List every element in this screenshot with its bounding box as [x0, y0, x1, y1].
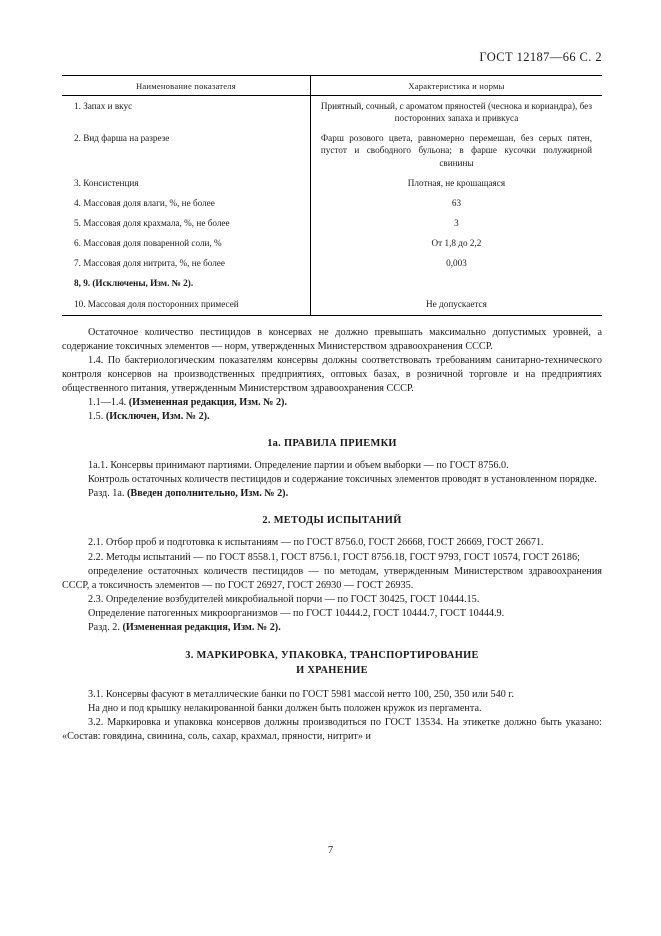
page-content — [62, 50, 602, 744]
table-row — [62, 294, 602, 316]
section-title-2: 2. МЕТОДЫ ИСПЫТАНИЙ — [262, 515, 402, 527]
table-header-row — [62, 76, 602, 96]
paragraph-1-5-note — [62, 410, 602, 424]
note-bold: (Исключен, Изм. № 2). — [105, 411, 210, 423]
row-name: 6. Массовая доля поваренной соли, % — [62, 233, 310, 253]
paragraph-3-2: 3.2. Маркировка и упаковка консервов должны производиться по ГОСТ 13534. На этикетке должно быть указано: «Состав: говядина, свинина, соль, сахар, крахмал, пряности, нитрит» и — [62, 717, 602, 743]
column-header-indicator: Наименование показателя — [62, 76, 310, 96]
paragraph-2-note — [62, 621, 602, 635]
row-name: 7. Массовая доля нитрита, %, не более — [62, 253, 310, 273]
table-body — [62, 96, 602, 316]
row-value: 63 — [451, 197, 462, 208]
row-value: Приятный, сочный, с ароматом пряностей (чеснока и кориандра), без посторонних запаха и привкуса — [320, 101, 592, 124]
specification-table — [62, 75, 602, 316]
paragraph-2-2: 2.2. Методы испытаний — по ГОСТ 8558.1, ГОСТ 8756.1, ГОСТ 8756.18, ГОСТ 9793, ГОСТ 10574, ГОСТ 26186; — [88, 551, 580, 563]
note-prefix: 1.1—1.4. — [88, 397, 129, 409]
column-header-characteristics: Характеристика и нормы — [310, 76, 602, 96]
row-name: 10. Массовая доля посторонних примесей — [62, 294, 310, 316]
table-row — [62, 273, 602, 293]
page-number: 7 — [327, 845, 334, 856]
note-prefix: Разд. 2. — [88, 621, 123, 633]
row-value: Фарш розового цвета, равномерно перемешан, без серых пятен, пустот и свободного бульона; в фарше кусочки полужирной свинины — [320, 133, 592, 168]
table-row — [62, 253, 602, 273]
note-prefix: Разд. 1а. — [88, 488, 128, 500]
row-name: 8, 9. (Исключены, Изм. № 2). — [62, 273, 310, 293]
paragraph-2-2-continued: определение остаточных количеств пестицидов — по методам, утвержденным Министерством здравоохранения СССР, а токсичность элементов — по ГОСТ 26927, ГОСТ 26930 — ГОСТ 26935. — [62, 565, 602, 591]
section-title-3-line1: 3. МАРКИРОВКА, УПАКОВКА, ТРАНСПОРТИРОВАНИЕ — [185, 650, 479, 662]
row-value: 0,003 — [446, 258, 467, 269]
page-header: ГОСТ 12187—66 С. 2 — [479, 50, 602, 64]
section-title-1a: 1а. ПРАВИЛА ПРИЕМКИ — [267, 438, 397, 450]
note-prefix: 1.5. — [88, 411, 106, 423]
table-row — [62, 173, 602, 193]
table-row — [62, 193, 602, 213]
section-title-3 — [62, 649, 602, 678]
row-name: 2. Вид фарша на разрезе — [62, 128, 310, 172]
paragraph-2-3: 2.3. Определение возбудителей микробиальной порчи — по ГОСТ 30425, ГОСТ 10444.15. — [88, 593, 480, 605]
paragraph-3-1: 3.1. Консервы фасуют в металлические банки по ГОСТ 5981 массой нетто 100, 250, 350 или 540 г. — [88, 689, 514, 701]
table-row — [62, 233, 602, 253]
paragraph-1-1-1-4-note — [62, 396, 602, 410]
row-name: 1. Запах и вкус — [62, 96, 310, 129]
section-title-3-line2: И ХРАНЕНИЕ — [296, 664, 368, 676]
row-value — [310, 273, 602, 293]
paragraph-1a-1: 1а.1. Консервы принимают партиями. Определение партии и объем выборки — по ГОСТ 8756.0. — [88, 460, 509, 472]
paragraph-1-4: 1.4. По бактериологическим показателям консервы должны соответствовать требованиям санитарно-технического контроля консервов на производственных предприятиях, оптовых базах, в розничной торговле и на предприятиях общественного питания, утвержденным Министерством здравоохранения СССР. — [62, 354, 602, 394]
note-bold: (Измененная редакция, Изм. № 2). — [122, 621, 281, 633]
table-row — [62, 128, 602, 172]
table-row — [62, 213, 602, 233]
row-value: Не допускается — [310, 294, 602, 316]
paragraph-3-1-continued: На дно и под крышку нелакированной банки должен быть положен кружок из пергамента. — [88, 703, 482, 715]
paragraph-1a-note — [62, 487, 602, 501]
paragraph-pesticide-residue: Остаточное количество пестицидов в консервах не должно превышать максимально допустимых уровней, а содержание токсичных элементов — норм, утвержденных Министерством здравоохранения СССР. — [62, 326, 602, 352]
row-value: От 1,8 до 2,2 — [431, 238, 482, 249]
paragraph-2-3-continued: Определение патогенных микроорганизмов — по ГОСТ 10444.2, ГОСТ 10444.7, ГОСТ 10444.9. — [88, 607, 505, 619]
table-row — [62, 96, 602, 129]
paragraph-2-1: 2.1. Отбор проб и подготовка к испытаниям — по ГОСТ 8756.0, ГОСТ 26668, ГОСТ 26669, ГОСТ 26671. — [88, 537, 544, 549]
paragraph-1a-control: Контроль остаточных количеств пестицидов и содержание токсичных элементов проводят в установленном порядке. — [88, 474, 597, 486]
note-bold: (Введен дополнительно, Изм. № 2). — [127, 488, 289, 500]
row-value: 3 — [454, 217, 459, 228]
row-value: Плотная, не крошащаяся — [407, 177, 506, 188]
row-name: 4. Массовая доля влаги, %, не более — [62, 193, 310, 213]
row-name: 5. Массовая доля крахмала, %, не более — [62, 213, 310, 233]
note-bold: (Измененная редакция, Изм. № 2). — [128, 397, 287, 409]
table-head — [62, 76, 602, 96]
row-name: 3. Консистенция — [62, 173, 310, 193]
